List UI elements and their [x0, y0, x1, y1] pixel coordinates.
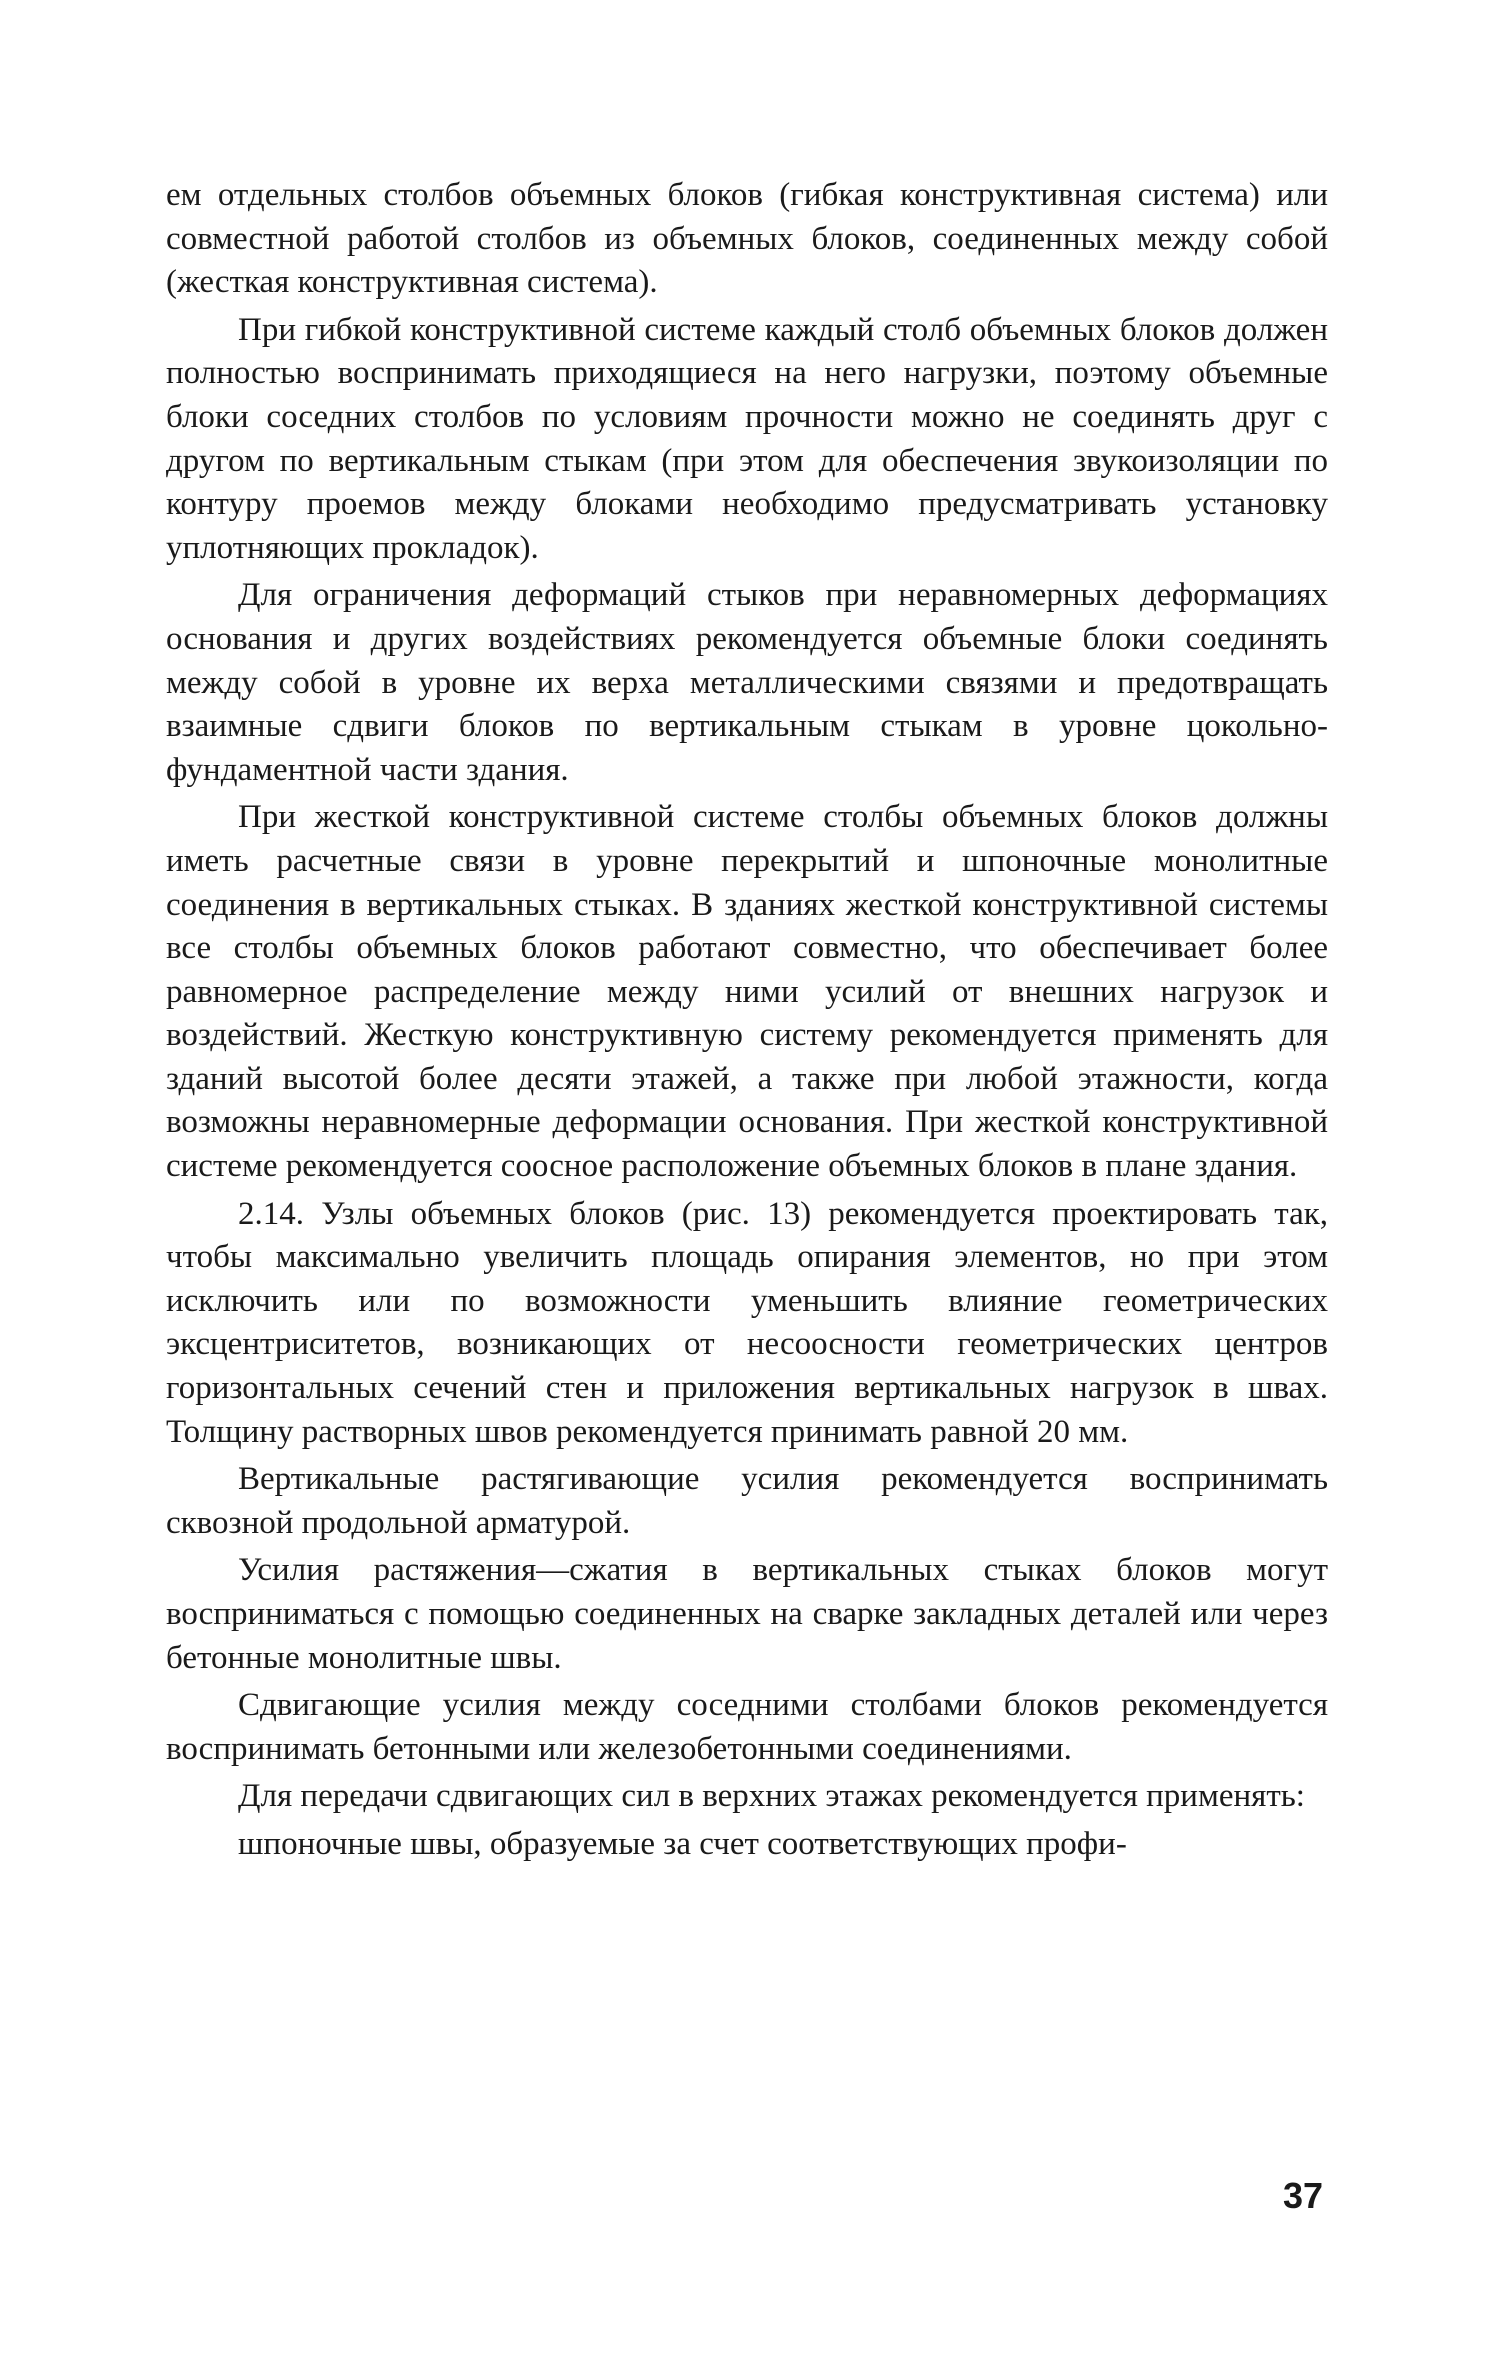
- paragraph-6: Вертикальные растягивающие усилия рекомендуется воспринимать сквозной продольной арматурой.: [166, 1461, 1328, 1541]
- paragraph-2: При гибкой конструктивной системе каждый столб объемных блоков должен полностью воспринимать приходящиеся на него нагрузки, поэтому объемные блоки соседних столбов по условиям прочности можно не соединять друг с другом по вертикальным стыкам (при этом для обеспечения звукоизоляции по контуру проемов между блоками необходимо предусматривать установку уплотняющих прокладок).: [166, 311, 1328, 566]
- paragraph-5: 2.14. Узлы объемных блоков (рис. 13) рекомендуется проектировать так, чтобы максимально увеличить площадь опирания элементов, но при этом исключить или по возможности уменьшить влияние геометрических эксцентриситетов, возникающих от несоосности геометрических центров горизонтальных сечений стен и приложения вертикальных нагрузок в швах. Толщину растворных швов рекомендуется принимать равной 20 мм.: [166, 1195, 1328, 1450]
- paragraph-7: Усилия растяжения—сжатия в вертикальных стыках блоков могут восприниматься с помощью соединенных на сварке закладных деталей или через бетонные монолитные швы.: [166, 1552, 1328, 1676]
- paragraph-10: шпоночные швы, образуемые за счет соответствующих профи-: [238, 1825, 1127, 1862]
- paragraph-8: Сдвигающие усилия между соседними столбами блоков рекомендуется воспринимать бетонными или железобетонными соединениями.: [166, 1687, 1328, 1767]
- paragraph-3: Для ограничения деформаций стыков при неравномерных деформациях основания и других воздействиях рекомендуется объемные блоки соединять между собой в уровне их верха металлическими связями и предотвращать взаимные сдвиги блоков по вертикальным стыкам в уровне цокольно-фундаментной части здания.: [166, 577, 1328, 788]
- paragraph-9: Для передачи сдвигающих сил в верхних этажах рекомендуется применять:: [238, 1778, 1305, 1815]
- paragraph-4: При жесткой конструктивной системе столбы объемных блоков должны иметь расчетные связи в уровне перекрытий и шпоночные монолитные соединения в вертикальных стыках. В зданиях жесткой конструктивной системы все столбы объемных блоков работают совместно, что обеспечивает более равномерное распределение между ними усилий от внешних нагрузок и воздействий. Жесткую конструктивную систему рекомендуется применять для зданий высотой более десяти этажей, а также при любой этажности, когда возможны неравномерные деформации основания. При жесткой конструктивной системе рекомендуется соосное расположение объемных блоков в плане здания.: [166, 799, 1328, 1185]
- paragraph-1: ем отдельных столбов объемных блоков (гибкая конструктивная система) или совместной работой столбов из объемных блоков, соединенных между собой (жесткая конструктивная система).: [166, 177, 1328, 301]
- body-text: [166, 174, 1328, 1871]
- page-number: 37: [1282, 2175, 1323, 2216]
